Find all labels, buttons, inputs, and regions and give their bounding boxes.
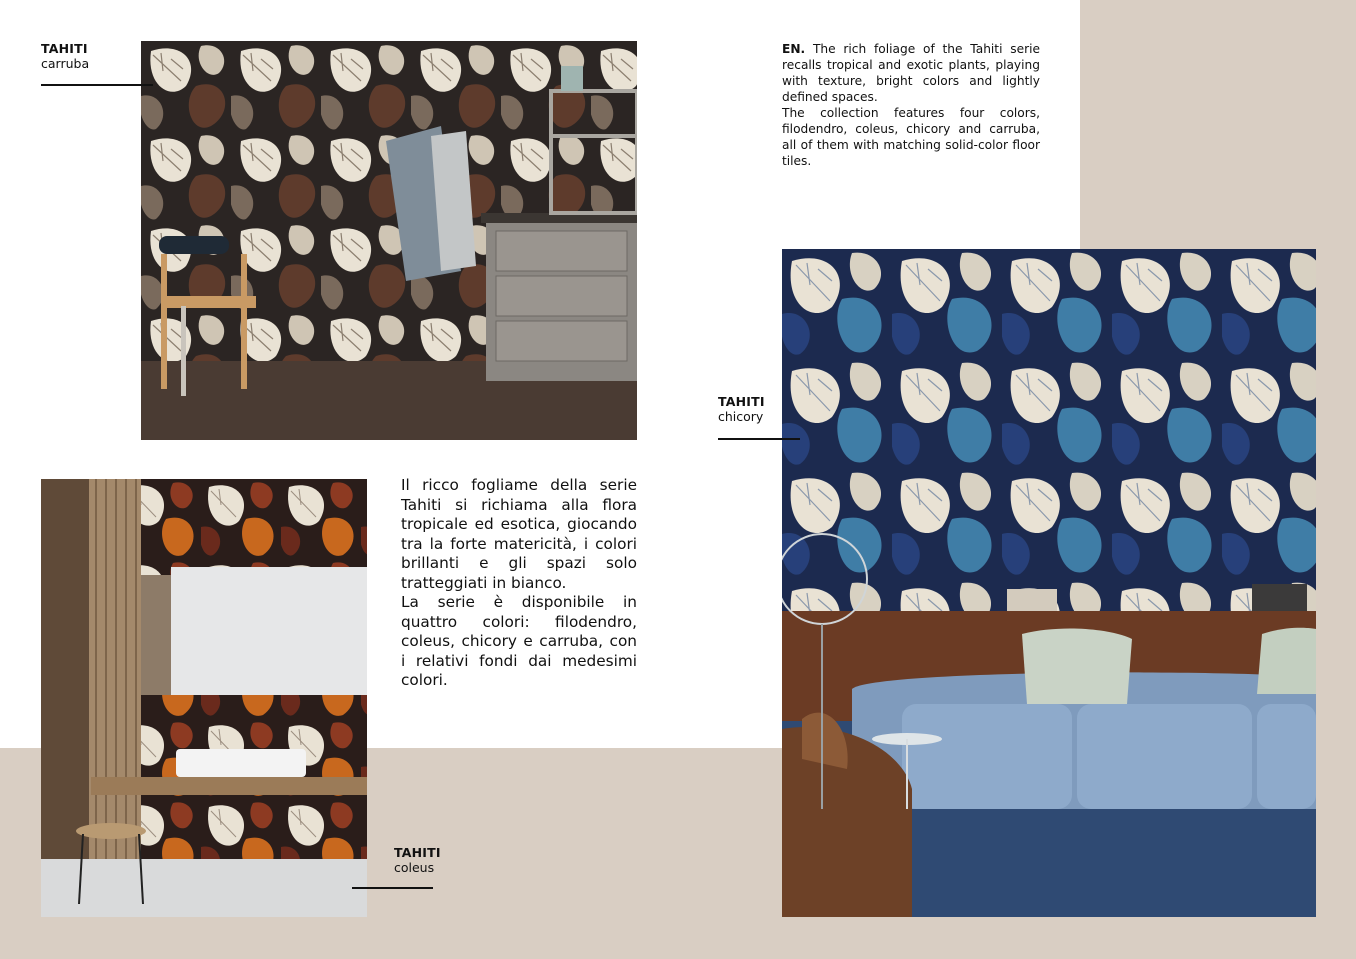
- leader-line-chicory: [718, 438, 800, 440]
- label-tahiti-coleus: [394, 845, 441, 875]
- italian-description: [401, 476, 637, 691]
- label-tahiti-chicory: [718, 394, 765, 424]
- photo-tahiti-chicory-living-room: [782, 249, 1316, 917]
- label-coleus-title: TAHITI: [394, 845, 441, 860]
- en-line2: The collection features four colors, filodendro, coleus, chicory and carruba, all of them with matching solid-color floor tiles.: [782, 106, 1040, 168]
- leader-line-coleus: [352, 887, 433, 889]
- en-line1: The rich foliage of the Tahiti serie recalls tropical and exotic plants, playing with texture, bright colors and lightly defined spaces.: [782, 42, 1040, 104]
- it-para2: La serie è disponibile in quattro colori: filodendro, coleus, chicory e carruba, con i relativi fondi dai medesimi colori.: [401, 593, 637, 689]
- label-chicory-title: TAHITI: [718, 394, 765, 409]
- photo-tahiti-coleus-bathroom: [41, 479, 367, 917]
- label-coleus-sub: coleus: [394, 860, 435, 875]
- label-chicory-sub: chicory: [718, 409, 764, 424]
- photo-tahiti-carruba-kitchen: [141, 41, 637, 440]
- english-description: [782, 41, 1040, 169]
- en-prefix: EN.: [782, 42, 806, 56]
- label-carruba-title: TAHITI: [41, 41, 88, 56]
- leader-line-carruba: [41, 84, 153, 86]
- label-carruba-sub: carruba: [41, 56, 90, 71]
- it-para1: Il ricco fogliame della serie Tahiti si richiama alla flora tropicale ed esotica, giocando tra la forte matericità, i colori brillanti e gli spazi solo tratteggiati in bianco.: [401, 476, 637, 592]
- label-tahiti-carruba: [41, 41, 89, 71]
